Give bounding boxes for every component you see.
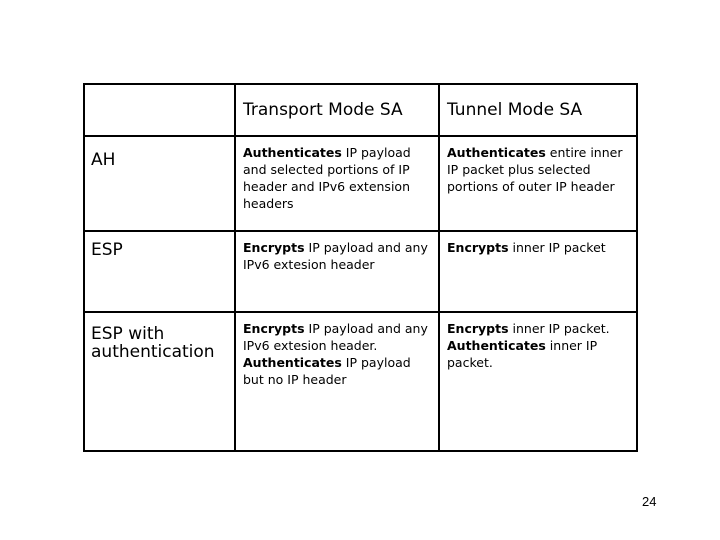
cell-esp-auth-transport (235, 312, 439, 451)
header-transport-mode: Transport Mode SA (235, 84, 439, 136)
table-row-esp-auth (84, 312, 637, 451)
header-tunnel-mode: Tunnel Mode SA (439, 84, 637, 136)
cell-keyword: Authenticates (447, 338, 546, 353)
cell-keyword: Encrypts (243, 321, 305, 336)
row-label-ah: AH (84, 136, 235, 231)
cell-ah-tunnel (439, 136, 637, 231)
cell-esp-auth-tunnel (439, 312, 637, 451)
table-row-ah (84, 136, 637, 231)
cell-keyword: Authenticates (243, 145, 342, 160)
cell-esp-tunnel (439, 231, 637, 312)
cell-text: inner IP packet. (508, 321, 610, 336)
cell-text: IP payload but no IP header (243, 355, 411, 387)
cell-keyword: Authenticates (447, 145, 546, 160)
cell-keyword: Encrypts (447, 240, 509, 255)
row-label-esp-auth: ESP with authentication (84, 312, 235, 451)
cell-keyword: Encrypts (447, 321, 509, 336)
row-label-esp: ESP (84, 231, 235, 312)
cell-esp-transport (235, 231, 439, 312)
cell-text: inner IP packet (508, 240, 606, 255)
cell-text: IP payload and any IPv6 extesion header. (243, 321, 428, 353)
cell-keyword: Encrypts (243, 240, 305, 255)
cell-ah-transport (235, 136, 439, 231)
ipsec-sa-comparison-table (83, 83, 638, 452)
corner-cell (84, 84, 235, 136)
page-number: 24 (642, 494, 657, 509)
table-row-esp (84, 231, 637, 312)
cell-text: inner IP packet. (447, 338, 598, 370)
cell-keyword: Authenticates (243, 355, 342, 370)
cell-text: IP payload and selected portions of IP header and IPv6 extension headers (243, 145, 411, 211)
cell-text: IP payload and any IPv6 extesion header (243, 240, 428, 272)
cell-text: entire inner IP packet plus selected portions of outer IP header (447, 145, 623, 194)
table-header-row (84, 84, 637, 136)
